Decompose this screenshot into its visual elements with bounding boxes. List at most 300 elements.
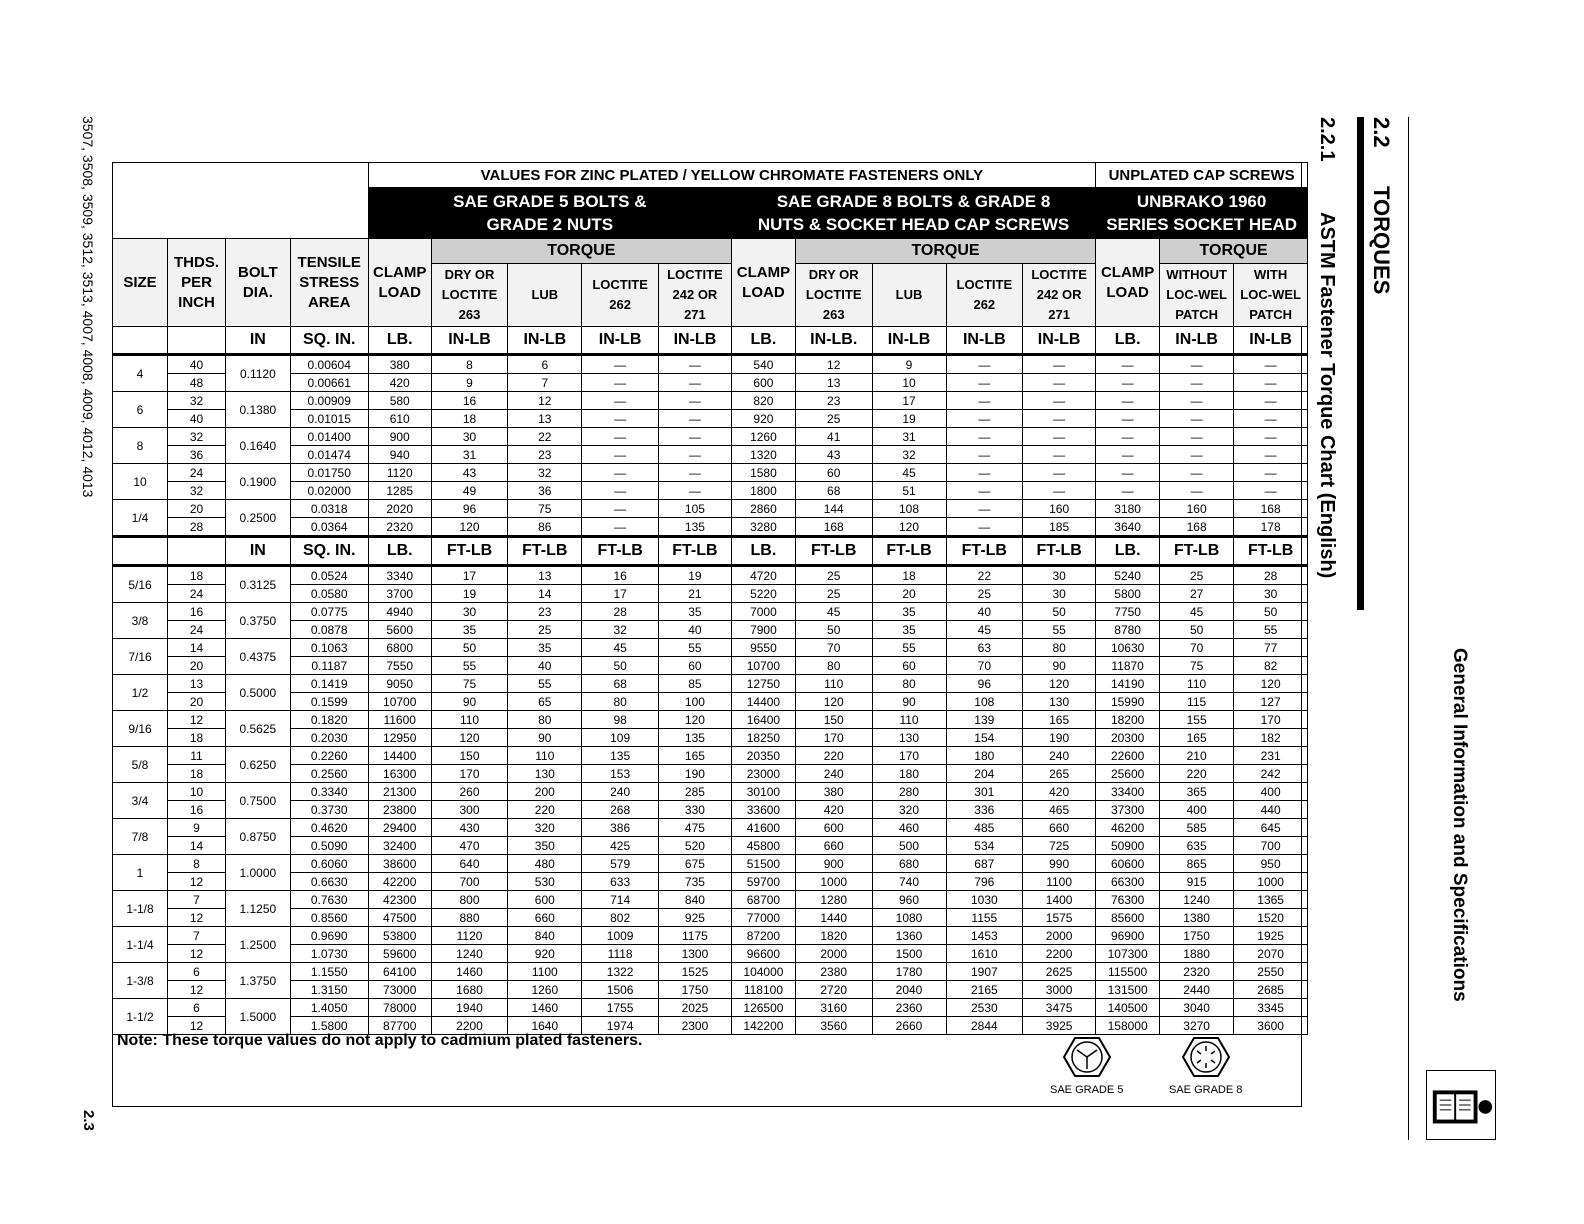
value-cell: 2320 <box>368 518 431 537</box>
value-cell: 465 <box>1023 801 1096 819</box>
value-cell: 1260 <box>731 428 795 446</box>
value-cell: 380 <box>368 355 431 374</box>
bolt-dia-cell: 0.3125 <box>226 566 291 603</box>
value-cell: 3345 <box>1234 999 1308 1017</box>
value-cell: 17 <box>872 392 946 410</box>
value-cell: 1506 <box>582 981 659 999</box>
bolt-dia-cell: 0.1640 <box>226 428 291 464</box>
value-cell: 240 <box>1023 747 1096 765</box>
value-cell: 25 <box>795 410 872 428</box>
value-cell: 1400 <box>1023 891 1096 909</box>
value-cell: 170 <box>1234 711 1308 729</box>
value-cell: 20 <box>872 585 946 603</box>
value-cell: 1974 <box>582 1017 659 1035</box>
bolt-dia-cell: 0.1900 <box>226 464 291 500</box>
value-cell: 115 <box>1160 693 1234 711</box>
unit-cell: IN <box>226 537 291 566</box>
thds-cell: 9 <box>168 819 226 837</box>
value-cell: 2300 <box>658 1017 731 1035</box>
value-cell: 45800 <box>731 837 795 855</box>
value-cell: 60 <box>872 657 946 675</box>
value-cell: 0.0580 <box>290 585 368 603</box>
value-cell: 25 <box>795 566 872 585</box>
value-cell: 2660 <box>872 1017 946 1035</box>
table-row <box>113 747 1308 765</box>
value-cell: 19 <box>872 410 946 428</box>
value-cell: 534 <box>946 837 1023 855</box>
value-cell: 43 <box>431 464 508 482</box>
value-cell: 45 <box>795 603 872 621</box>
value-cell: 14400 <box>368 747 431 765</box>
value-cell: 10630 <box>1096 639 1160 657</box>
value-cell: 87700 <box>368 1017 431 1035</box>
unit-cell <box>168 327 226 355</box>
value-cell: 1365 <box>1234 891 1308 909</box>
value-cell: 85 <box>658 675 731 693</box>
value-cell: 45 <box>1160 603 1234 621</box>
value-cell: 55 <box>1023 621 1096 639</box>
value-cell: 0.4620 <box>290 819 368 837</box>
unit-cell <box>113 537 168 566</box>
loctite242-header-8: LOCTITE 242 OR 271 <box>1023 264 1096 327</box>
value-cell: 22 <box>508 428 582 446</box>
value-cell: 0.0318 <box>290 500 368 518</box>
value-cell: 40 <box>658 621 731 639</box>
value-cell: — <box>1160 392 1234 410</box>
unit-cell: IN-LB <box>431 327 508 355</box>
value-cell: 1453 <box>946 927 1023 945</box>
value-cell: 108 <box>872 500 946 518</box>
value-cell: 168 <box>795 518 872 537</box>
value-cell: — <box>1023 410 1096 428</box>
thds-cell: 48 <box>168 374 226 392</box>
value-cell: 12950 <box>368 729 431 747</box>
value-cell: — <box>1234 446 1308 464</box>
value-cell: 80 <box>872 675 946 693</box>
value-cell: 18 <box>431 410 508 428</box>
value-cell: 41 <box>795 428 872 446</box>
value-cell: 0.1820 <box>290 711 368 729</box>
table-row <box>113 891 1308 909</box>
value-cell: 330 <box>658 801 731 819</box>
value-cell: — <box>1096 482 1160 500</box>
value-cell: 520 <box>658 837 731 855</box>
value-cell: — <box>1234 428 1308 446</box>
value-cell: 0.5090 <box>290 837 368 855</box>
value-cell: 5800 <box>1096 585 1160 603</box>
value-cell: 0.0524 <box>290 566 368 585</box>
value-cell: 220 <box>795 747 872 765</box>
value-cell: 1680 <box>431 981 508 999</box>
value-cell: 126500 <box>731 999 795 1017</box>
table-row <box>113 639 1308 657</box>
torque-header-8: TORQUE <box>795 239 1095 264</box>
value-cell: 600 <box>508 891 582 909</box>
thds-cell: 18 <box>168 566 226 585</box>
value-cell: — <box>1023 482 1096 500</box>
value-cell: 31 <box>431 446 508 464</box>
value-cell: — <box>946 464 1023 482</box>
value-cell: 30 <box>1023 585 1096 603</box>
value-cell: 55 <box>872 639 946 657</box>
value-cell: 1120 <box>431 927 508 945</box>
value-cell: 9 <box>431 374 508 392</box>
value-cell: 12 <box>795 355 872 374</box>
size-cell: 4 <box>113 355 168 392</box>
value-cell: 0.6630 <box>290 873 368 891</box>
value-cell: — <box>582 446 659 464</box>
value-cell: 2020 <box>368 500 431 518</box>
value-cell: 9550 <box>731 639 795 657</box>
bolt-dia-cell: 1.5000 <box>226 999 291 1035</box>
value-cell: 0.02000 <box>290 482 368 500</box>
unit-cell: FT-LB <box>431 537 508 566</box>
value-cell: 30 <box>1234 585 1308 603</box>
value-cell: 170 <box>431 765 508 783</box>
value-cell: 37300 <box>1096 801 1160 819</box>
value-cell: 59600 <box>368 945 431 963</box>
value-cell: 55 <box>431 657 508 675</box>
value-cell: — <box>1160 355 1234 374</box>
value-cell: 55 <box>508 675 582 693</box>
value-cell: 120 <box>1234 675 1308 693</box>
value-cell: 440 <box>1234 801 1308 819</box>
thds-cell: 40 <box>168 355 226 374</box>
value-cell: 2844 <box>946 1017 1023 1035</box>
value-cell: 9050 <box>368 675 431 693</box>
value-cell: 675 <box>658 855 731 873</box>
value-cell: 14190 <box>1096 675 1160 693</box>
size-cell: 7/16 <box>113 639 168 675</box>
value-cell: 19 <box>658 566 731 585</box>
value-cell: 1320 <box>731 446 795 464</box>
thds-cell: 20 <box>168 693 226 711</box>
value-cell: 32 <box>872 446 946 464</box>
value-cell: 41600 <box>731 819 795 837</box>
value-cell: 23 <box>508 603 582 621</box>
value-cell: 2200 <box>1023 945 1096 963</box>
value-cell: 365 <box>1160 783 1234 801</box>
value-cell: — <box>1023 464 1096 482</box>
value-cell: 1.4050 <box>290 999 368 1017</box>
value-cell: 2685 <box>1234 981 1308 999</box>
table-row <box>113 428 1308 446</box>
value-cell: 3160 <box>795 999 872 1017</box>
value-cell: — <box>1234 392 1308 410</box>
sae-grade8-title: SAE GRADE 8 BOLTS & GRADE 8 NUTS & SOCKET HEAD CAP SCREWS <box>731 188 1095 239</box>
value-cell: 2440 <box>1160 981 1234 999</box>
unit-cell: LB. <box>1096 327 1160 355</box>
value-cell: 70 <box>795 639 872 657</box>
value-cell: 400 <box>1160 801 1234 819</box>
table-row <box>113 765 1308 783</box>
value-cell: 109 <box>582 729 659 747</box>
table-row <box>113 657 1308 675</box>
value-cell: 130 <box>1023 693 1096 711</box>
value-cell: — <box>1160 464 1234 482</box>
value-cell: — <box>582 500 659 518</box>
value-cell: 115500 <box>1096 963 1160 981</box>
value-cell: 182 <box>1234 729 1308 747</box>
value-cell: — <box>1096 392 1160 410</box>
loctite242-header-5: LOCTITE 242 OR 271 <box>658 264 731 327</box>
lub-header-5: LUB <box>508 264 582 327</box>
value-cell: 96 <box>946 675 1023 693</box>
thds-cell: 11 <box>168 747 226 765</box>
value-cell: 50 <box>582 657 659 675</box>
size-cell: 7/8 <box>113 819 168 855</box>
value-cell: 2860 <box>731 500 795 518</box>
value-cell: 0.0775 <box>290 603 368 621</box>
table-row <box>113 693 1308 711</box>
value-cell: 100 <box>658 693 731 711</box>
unit-cell: IN-LB <box>1234 327 1308 355</box>
value-cell: 1440 <box>795 909 872 927</box>
size-cell: 1-3/8 <box>113 963 168 999</box>
with-locwel-header: WITH LOC-WEL PATCH <box>1234 264 1308 327</box>
value-cell: 13 <box>508 410 582 428</box>
value-cell: 580 <box>368 392 431 410</box>
value-cell: 38600 <box>368 855 431 873</box>
thds-cell: 12 <box>168 873 226 891</box>
thds-cell: 12 <box>168 909 226 927</box>
value-cell: — <box>1023 428 1096 446</box>
unit-cell: SQ. IN. <box>290 327 368 355</box>
table-row <box>113 873 1308 891</box>
value-cell: 865 <box>1160 855 1234 873</box>
value-cell: 240 <box>795 765 872 783</box>
value-cell: 135 <box>658 729 731 747</box>
table-row <box>113 855 1308 873</box>
value-cell: — <box>1023 374 1096 392</box>
value-cell: — <box>1160 446 1234 464</box>
value-cell: 840 <box>508 927 582 945</box>
value-cell: 66300 <box>1096 873 1160 891</box>
table-row <box>113 819 1308 837</box>
value-cell: 1500 <box>872 945 946 963</box>
value-cell: — <box>946 374 1023 392</box>
value-cell: — <box>946 446 1023 464</box>
value-cell: 2550 <box>1234 963 1308 981</box>
value-cell: 1380 <box>1160 909 1234 927</box>
value-cell: — <box>946 428 1023 446</box>
value-cell: 420 <box>1023 783 1096 801</box>
value-cell: 470 <box>431 837 508 855</box>
value-cell: 155 <box>1160 711 1234 729</box>
value-cell: 105 <box>658 500 731 518</box>
value-cell: 1907 <box>946 963 1023 981</box>
value-cell: 1610 <box>946 945 1023 963</box>
table-row <box>113 446 1308 464</box>
table-row <box>113 837 1308 855</box>
table-row <box>113 410 1308 428</box>
value-cell: 0.6060 <box>290 855 368 873</box>
table-row <box>113 909 1308 927</box>
value-cell: 60 <box>795 464 872 482</box>
value-cell: 1360 <box>872 927 946 945</box>
value-cell: 22 <box>946 566 1023 585</box>
value-cell: 2025 <box>658 999 731 1017</box>
value-cell: 120 <box>1023 675 1096 693</box>
value-cell: 25600 <box>1096 765 1160 783</box>
value-cell: 25 <box>1160 566 1234 585</box>
size-cell: 1-1/8 <box>113 891 168 927</box>
table-row <box>113 392 1308 410</box>
thds-cell: 24 <box>168 621 226 639</box>
value-cell: 1580 <box>731 464 795 482</box>
page-number: 2.3 <box>80 1110 97 1131</box>
value-cell: — <box>1096 446 1160 464</box>
value-cell: 1000 <box>1234 873 1308 891</box>
value-cell: 2000 <box>1023 927 1096 945</box>
value-cell: 25 <box>508 621 582 639</box>
value-cell: 1260 <box>508 981 582 999</box>
value-cell: 380 <box>795 783 872 801</box>
thds-cell: 18 <box>168 765 226 783</box>
value-cell: 2530 <box>946 999 1023 1017</box>
value-cell: 135 <box>582 747 659 765</box>
unit-cell: IN-LB. <box>795 327 872 355</box>
value-cell: 110 <box>508 747 582 765</box>
bolt-dia-cell: 1.2500 <box>226 927 291 963</box>
value-cell: 1.5800 <box>290 1017 368 1035</box>
value-cell: 3600 <box>1234 1017 1308 1035</box>
value-cell: 2165 <box>946 981 1023 999</box>
value-cell: 475 <box>658 819 731 837</box>
value-cell: — <box>582 410 659 428</box>
table-row <box>113 729 1308 747</box>
value-cell: 0.1187 <box>290 657 368 675</box>
value-cell: 75 <box>508 500 582 518</box>
clamp-load-header-8: CLAMP LOAD <box>731 239 795 327</box>
unit-cell: IN-LB <box>946 327 1023 355</box>
value-cell: 168 <box>1234 500 1308 518</box>
value-cell: 51500 <box>731 855 795 873</box>
value-cell: 1000 <box>795 873 872 891</box>
value-cell: 1155 <box>946 909 1023 927</box>
value-cell: 35 <box>658 603 731 621</box>
value-cell: 1820 <box>795 927 872 945</box>
value-cell: 25 <box>795 585 872 603</box>
page-divider <box>1408 117 1409 1140</box>
value-cell: 65 <box>508 693 582 711</box>
unit-cell <box>113 327 168 355</box>
value-cell: — <box>946 500 1023 518</box>
thds-cell: 28 <box>168 518 226 537</box>
thds-cell: 16 <box>168 801 226 819</box>
value-cell: 7 <box>508 374 582 392</box>
value-cell: 0.0878 <box>290 621 368 639</box>
thds-cell: 32 <box>168 482 226 500</box>
unbrako-title: UNBRAKO 1960 SERIES SOCKET HEAD <box>1096 188 1308 239</box>
thds-cell: 24 <box>168 585 226 603</box>
value-cell: 130 <box>508 765 582 783</box>
bolt-dia-cell: 0.8750 <box>226 819 291 855</box>
thds-cell: 16 <box>168 603 226 621</box>
value-cell: 1300 <box>658 945 731 963</box>
value-cell: — <box>946 392 1023 410</box>
value-cell: 660 <box>1023 819 1096 837</box>
small-sizes-body <box>113 327 1308 537</box>
value-cell: 3640 <box>1096 518 1160 537</box>
value-cell: 80 <box>508 711 582 729</box>
value-cell: 104000 <box>731 963 795 981</box>
sae-grade8-label: SAE GRADE 8 <box>1169 1084 1243 1096</box>
size-cell: 10 <box>113 464 168 500</box>
value-cell: 50 <box>1023 603 1096 621</box>
value-cell: 42300 <box>368 891 431 909</box>
value-cell: 73000 <box>368 981 431 999</box>
value-cell: 585 <box>1160 819 1234 837</box>
value-cell: 645 <box>1234 819 1308 837</box>
value-cell: 68700 <box>731 891 795 909</box>
value-cell: 2320 <box>1160 963 1234 981</box>
value-cell: 660 <box>795 837 872 855</box>
value-cell: 1640 <box>508 1017 582 1035</box>
value-cell: 640 <box>431 855 508 873</box>
thds-cell: 24 <box>168 464 226 482</box>
thds-cell: 40 <box>168 410 226 428</box>
value-cell: 40 <box>508 657 582 675</box>
size-cell: 1-1/4 <box>113 927 168 963</box>
unit-cell: IN-LB <box>1023 327 1096 355</box>
value-cell: 1030 <box>946 891 1023 909</box>
value-cell: — <box>1234 482 1308 500</box>
value-cell: — <box>582 355 659 374</box>
value-cell: 920 <box>731 410 795 428</box>
table-row <box>113 945 1308 963</box>
value-cell: 915 <box>1160 873 1234 891</box>
section-title: TORQUES <box>1369 186 1394 295</box>
unit-cell: FT-LB <box>508 537 582 566</box>
value-cell: — <box>1234 355 1308 374</box>
value-cell: 11600 <box>368 711 431 729</box>
value-cell: 35 <box>508 639 582 657</box>
value-cell: 1750 <box>1160 927 1234 945</box>
bolt-dia-cell: 0.7500 <box>226 783 291 819</box>
thds-cell: 20 <box>168 500 226 518</box>
value-cell: — <box>1160 428 1234 446</box>
unplated-band: UNPLATED CAP SCREWS <box>1096 163 1308 188</box>
value-cell: 170 <box>795 729 872 747</box>
size-cell: 5/8 <box>113 747 168 783</box>
value-cell: 840 <box>658 891 731 909</box>
bolt-dia-cell: 0.6250 <box>226 747 291 783</box>
value-cell: 633 <box>582 873 659 891</box>
value-cell: 260 <box>431 783 508 801</box>
value-cell: 0.1419 <box>290 675 368 693</box>
value-cell: — <box>946 410 1023 428</box>
value-cell: 425 <box>582 837 659 855</box>
value-cell: 190 <box>658 765 731 783</box>
value-cell: 1322 <box>582 963 659 981</box>
value-cell: 10 <box>872 374 946 392</box>
value-cell: — <box>1096 410 1160 428</box>
value-cell: 2625 <box>1023 963 1096 981</box>
value-cell: 940 <box>368 446 431 464</box>
value-cell: 204 <box>946 765 1023 783</box>
value-cell: — <box>1234 374 1308 392</box>
table-row <box>113 783 1308 801</box>
value-cell: 178 <box>1234 518 1308 537</box>
value-cell: 725 <box>1023 837 1096 855</box>
value-cell: — <box>1096 355 1160 374</box>
unit-cell: LB. <box>368 327 431 355</box>
value-cell: 0.0364 <box>290 518 368 537</box>
value-cell: 140500 <box>1096 999 1160 1017</box>
value-cell: 190 <box>1023 729 1096 747</box>
subsection-title: ASTM Fastener Torque Chart (English) <box>1316 212 1338 579</box>
